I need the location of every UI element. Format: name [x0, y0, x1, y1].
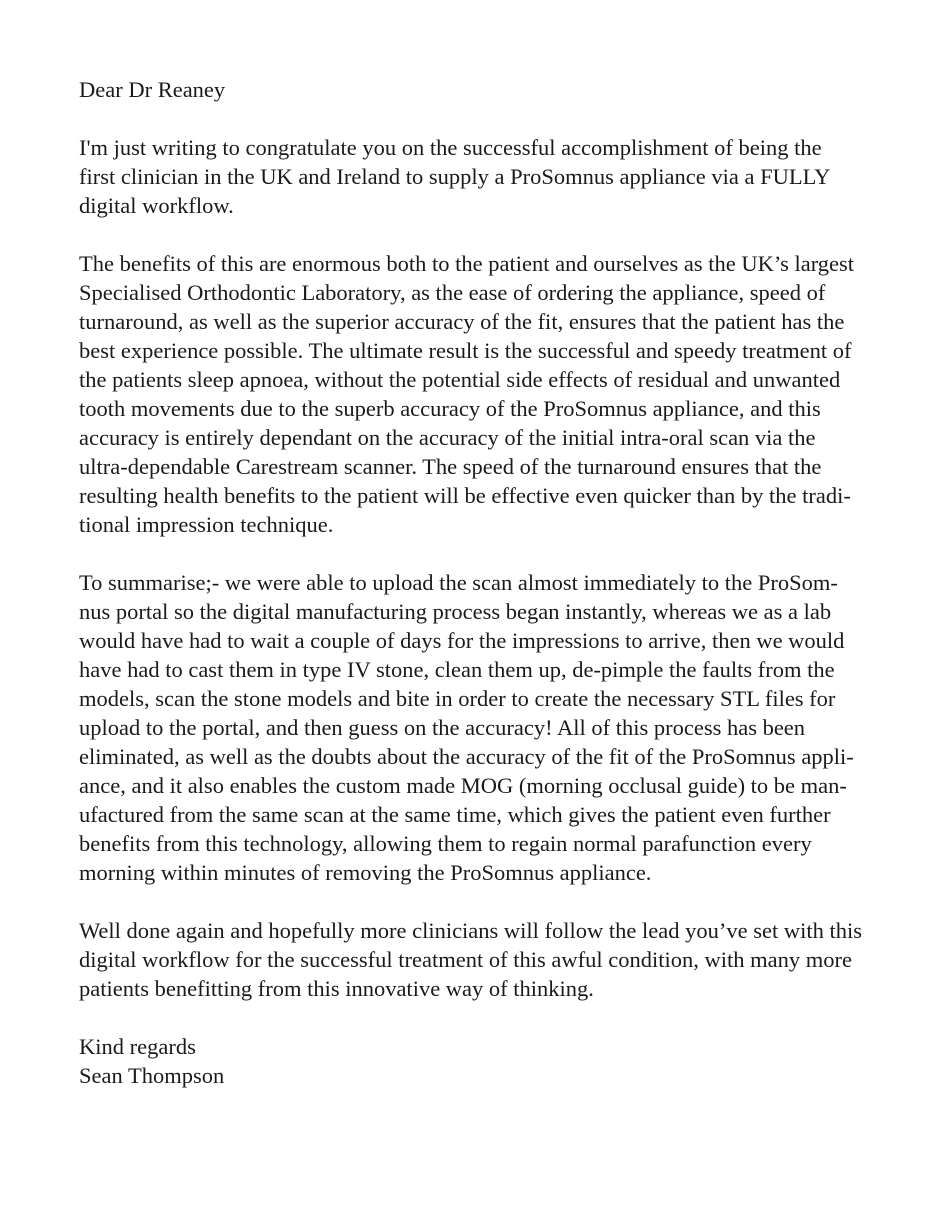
paragraph-line: models, scan the stone models and bite in order to create the necessary STL files for: [79, 686, 836, 711]
paragraph-congratulations: [79, 133, 905, 220]
paragraph-line: tional impression technique.: [79, 512, 334, 537]
paragraph-line: Well done again and hopefully more clinicians will follow the lead you’ve set with this: [79, 918, 862, 943]
paragraph-line: accuracy is entirely dependant on the accuracy of the initial intra-oral scan via the: [79, 425, 816, 450]
paragraph-line: I'm just writing to congratulate you on the successful accomplishment of being the: [79, 135, 822, 160]
paragraph-line: resulting health benefits to the patient will be effective even quicker than by the tradi-: [79, 483, 851, 508]
paragraph-line: upload to the portal, and then guess on the accuracy! All of this process has been: [79, 715, 806, 740]
paragraph-line: digital workflow for the successful treatment of this awful condition, with many more: [79, 947, 852, 972]
paragraph-line: nus portal so the digital manufacturing process began instantly, whereas we as a lab: [79, 599, 832, 624]
paragraph-line: the patients sleep apnoea, without the potential side effects of residual and unwanted: [79, 367, 841, 392]
salutation: [79, 75, 905, 104]
paragraph-line: turnaround, as well as the superior accuracy of the fit, ensures that the patient has the: [79, 309, 845, 334]
closing-text: Kind regards: [79, 1034, 196, 1059]
paragraph-line: tooth movements due to the superb accuracy of the ProSomnus appliance, and this: [79, 396, 821, 421]
paragraph-line: ance, and it also enables the custom made MOG (morning occlusal guide) to be man-: [79, 773, 847, 798]
paragraph-line: best experience possible. The ultimate result is the successful and speedy treatment of: [79, 338, 852, 363]
letter-body: [79, 75, 905, 1119]
signature-name: Sean Thompson: [79, 1063, 225, 1088]
paragraph-line: morning within minutes of removing the ProSomnus appliance.: [79, 860, 652, 885]
paragraph-line: Specialised Orthodontic Laboratory, as the ease of ordering the appliance, speed of: [79, 280, 826, 305]
paragraph-line: first clinician in the UK and Ireland to supply a ProSomnus appliance via a FULLY: [79, 164, 831, 189]
paragraph-line: ufactured from the same scan at the same time, which gives the patient even further: [79, 802, 831, 827]
paragraph-line: would have had to wait a couple of days for the impressions to arrive, then we would: [79, 628, 845, 653]
paragraph-line: benefits from this technology, allowing them to regain normal parafunction every: [79, 831, 812, 856]
signoff: [79, 1032, 905, 1090]
paragraph-benefits: [79, 249, 905, 539]
paragraph-summary: [79, 568, 905, 887]
paragraph-well-done: [79, 916, 905, 1003]
paragraph-line: The benefits of this are enormous both to the patient and ourselves as the UK’s largest: [79, 251, 855, 276]
paragraph-line: digital workflow.: [79, 193, 234, 218]
paragraph-line: To summarise;- we were able to upload the scan almost immediately to the ProSom-: [79, 570, 838, 595]
paragraph-line: have had to cast them in type IV stone, clean them up, de-pimple the faults from the: [79, 657, 835, 682]
paragraph-line: ultra-dependable Carestream scanner. The speed of the turnaround ensures that the: [79, 454, 822, 479]
paragraph-line: patients benefitting from this innovative way of thinking.: [79, 976, 594, 1001]
paragraph-line: eliminated, as well as the doubts about the accuracy of the fit of the ProSomnus appli-: [79, 744, 854, 769]
salutation-text: Dear Dr Reaney: [79, 77, 226, 102]
